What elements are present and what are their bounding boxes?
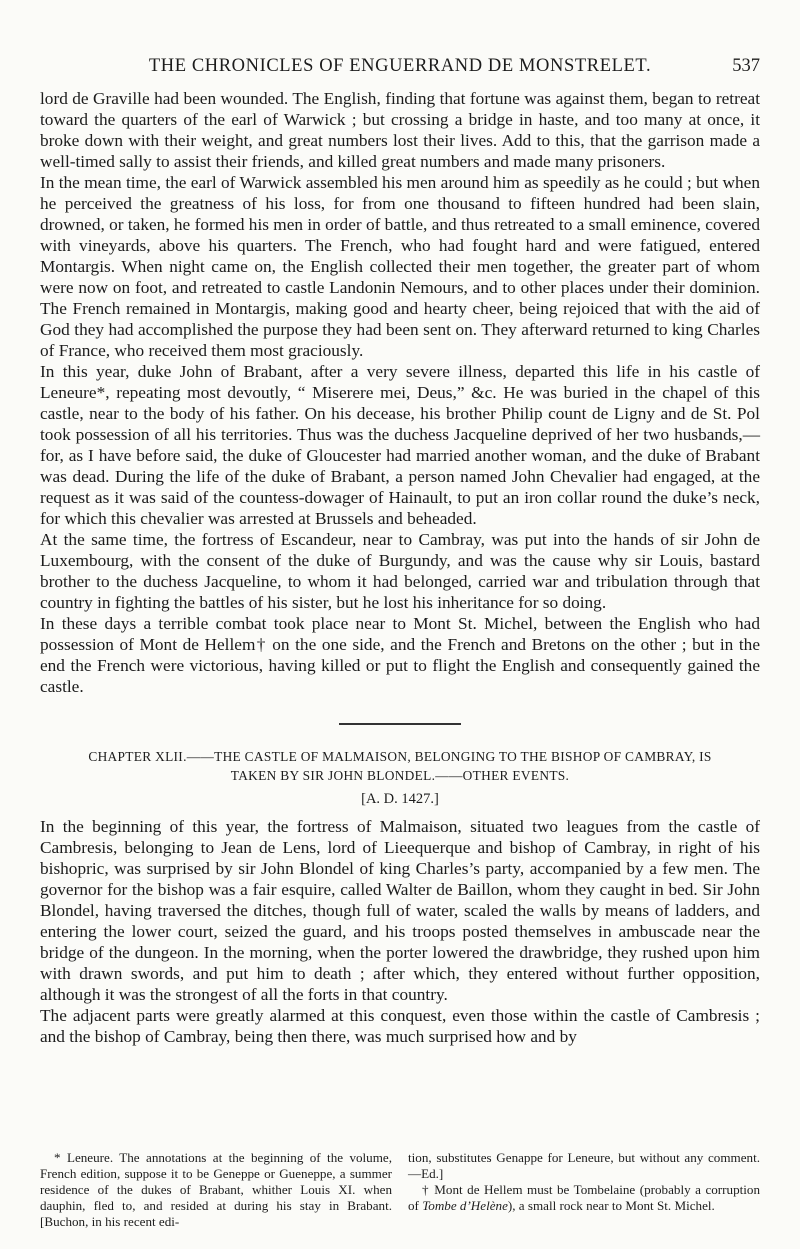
paragraph: In these days a terrible combat took place near to Mont St. Michel, between the English who had possession of Mont de Hellem† on the one side, and the French and Bretons on the other ; but in the end the French were victorious, having killed or put to flight the English and consequently gained the castle. [40,614,760,696]
chapter-heading [40,747,760,785]
chapter-date: [A. D. 1427.] [361,791,439,807]
footnotes [40,1150,760,1230]
paragraph: The adjacent parts were greatly alarmed at this conquest, even those within the castle of Cambresis ; and the bishop of Cambray, being then there, was much surprised how and by [40,1006,760,1046]
chapter-heading-line: CHAPTER XLII.——THE CASTLE OF MALMAISON, BELONGING TO THE BISHOP OF CAMBRAY, IS [88,749,712,764]
footnote [408,1182,760,1214]
footnote-column-left [40,1150,392,1230]
paragraph: In the mean time, the earl of Warwick assembled his men around him as speedily as he could ; but when he perceived the greatness of his loss, for from one thousand to fifteen hundred had been slain, drowned, or taken, he formed his men in order of battle, and thus retreated to a small eminence, covered with vineyards, above his quarters. The French, who had fought hard and were fatigued, entered Montargis. When night came on, the English collected their men together, the greater part of whom were now on foot, and retreated to castle Landonin Nemours, and to other places under their dominion. The French remained in Montargis, making good and hearty cheer, being rejoiced that with the aid of God they had accomplished the purpose they had been sent on. They afterward returned to king Charles of France, who received them most graciously. [40,173,760,360]
footnote: * Leneure. The annotations at the beginning of the volume, French edition, suppose it to be Geneppe or Gueneppe, a summer residence of the dukes of Brabant, whither Louis XI. when dauphin, fled to, and resided at during his stay in Brabant. [Buchon, in his recent edi- [40,1150,392,1229]
body-text [40,88,760,1047]
running-head: THE CHRONICLES OF ENGUERRAND DE MONSTRELET. [148,56,652,76]
footnote-column-right [408,1150,760,1230]
page-header [40,56,760,80]
paragraph: In the beginning of this year, the fortress of Malmaison, situated two leagues from the castle of Cambresis, belonging to Jean de Lens, lord of Lieequerque and bishop of Cambray, in right of his bishopric, was surprised by sir John Blondel of king Charles’s party, accompanied by a few men. The governor for the bishop was a fair esquire, called Walter de Baillon, whom they caught in bed. Sir John Blondel, having traversed the ditches, though full of water, scaled the walls by means of ladders, and entering the lower court, seized the guard, and his troops posted themselves in ambuscade near the bridge of the dungeon. In the morning, when the porter lowered the drawbridge, they rushed upon him with drawn swords, and put him to death ; after which, they entered without further opposition, although it was the strongest of all the forts in that country. [40,817,760,1004]
paragraph: At the same time, the fortress of Escandeur, near to Cambray, was put into the hands of sir John de Luxembourg, with the consent of the duke of Burgundy, and was the cause why sir Louis, bastard brother to the duchess Jacqueline, to whom it had belonged, carried war and tribulation through that country in fighting the battles of his sister, but he lost his inheritance for so doing. [40,530,760,612]
paragraph: lord de Graville had been wounded. The English, finding that fortune was against them, began to retreat toward the quarters of the earl of Warwick ; but crossing a bridge in haste, and too many at once, it broke down with their weight, and great numbers lost their lives. Add to this, that the garrison made a well-timed sally to assist their friends, and killed great numbers and made many prisoners. [40,89,760,171]
page-number: 537 [732,56,760,76]
chapter-heading-line: TAKEN BY SIR JOHN BLONDEL.——OTHER EVENTS. [230,768,570,783]
footnote-text: † Mont de Hellem must be Tombelaine (probably a corruption of [408,1182,760,1213]
paragraph: In this year, duke John of Brabant, after a very severe illness, departed this life in his castle of Leneure*, repeating most devoutly, “ Miserere mei, Deus,” &c. He was buried in the chapel of this castle, near to the body of his father. On his decease, his brother Philip count de Ligny and de St. Pol took possession of all his territories. Thus was the duchess Jacqueline deprived of her two husbands,—for, as I have before said, the duke of Gloucester had married another woman, and the duke of Brabant was dead. During the life of the duke of Brabant, a person named John Chevalier had engaged, at the request as it was said of the countess-dowager of Hainault, to put an iron collar round the duke’s neck, for which this chevalier was arrested at Brussels and beheaded. [40,362,760,528]
footnote-continuation: tion, substitutes Genappe for Leneure, but without any comment.—Ed.] [408,1150,760,1181]
section-divider [339,723,461,725]
footnote-italic: Tombe d’Helène [422,1198,508,1213]
footnote-text: ), a small rock near to Mont St. Michel. [507,1198,715,1213]
